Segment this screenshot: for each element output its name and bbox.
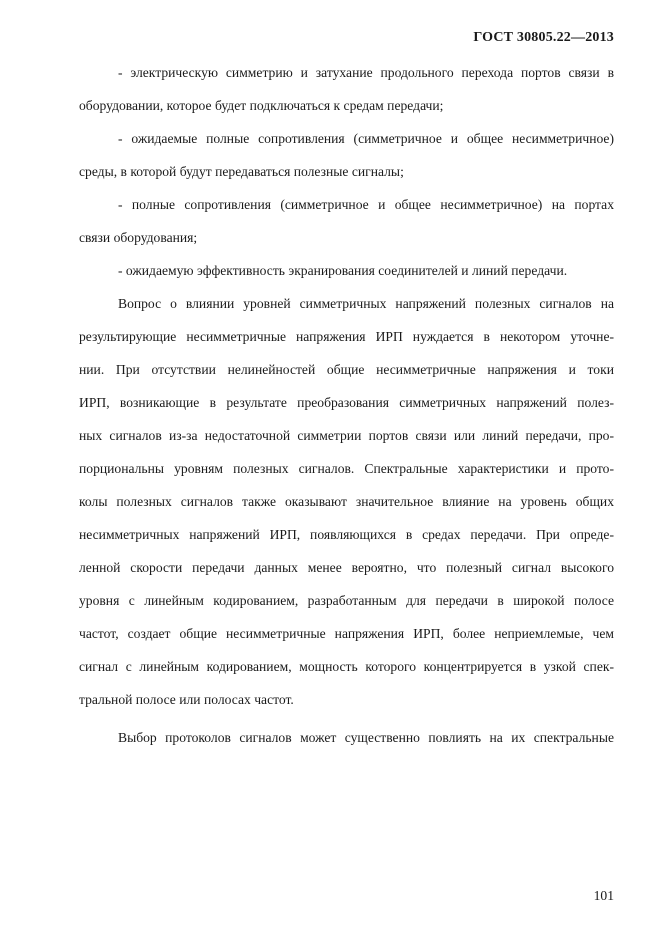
text-line: ных сигналов из-за недостаточной симметрии портов связи или линий передачи, про- bbox=[79, 428, 614, 443]
text-line: несимметричных напряжений ИРП, появляющихся в средах передачи. При опреде- bbox=[79, 527, 614, 542]
text-line: результирующие несимметричные напряжения ИРП нуждается в некотором уточне- bbox=[79, 329, 614, 344]
text-line: связи оборудования; bbox=[79, 230, 198, 245]
document-code-header: ГОСТ 30805.22—2013 bbox=[473, 30, 614, 45]
text-line: колы полезных сигналов также оказывают значительное влияние на уровень общих bbox=[79, 494, 614, 509]
text-line: ИРП, возникающие в результате преобразования симметричных напряжений полез- bbox=[79, 395, 614, 410]
text-line: - ожидаемые полные сопротивления (симметричное и общее несимметричное) bbox=[118, 131, 614, 146]
text-line: - ожидаемую эффективность экранирования соединителей и линий передачи. bbox=[118, 263, 568, 278]
text-line: порциональны уровням полезных сигналов. Спектральные характеристики и прото- bbox=[79, 461, 614, 476]
text-line: частот, создает общие несимметричные напряжения ИРП, более неприемлемые, чем bbox=[79, 626, 614, 641]
text-line: тральной полосе или полосах частот. bbox=[79, 692, 294, 707]
text-line: уровня с линейным кодированием, разработанным для передачи в широкой полосе bbox=[79, 593, 614, 608]
text-line: сигнал с линейным кодированием, мощность которого концентрируется в узкой спек- bbox=[79, 659, 614, 674]
text-line: оборудовании, которое будет подключаться к средам передачи; bbox=[79, 98, 444, 113]
text-line: нии. При отсутствии нелинейностей общие несимметричные напряжения и токи bbox=[79, 362, 614, 377]
text-line: Вопрос о влиянии уровней симметричных напряжений полезных сигналов на bbox=[118, 296, 614, 311]
page-number: 101 bbox=[593, 888, 614, 903]
text-line: среды, в которой будут передаваться полезные сигналы; bbox=[79, 164, 404, 179]
text-line: - полные сопротивления (симметричное и общее несимметричное) на портах bbox=[118, 197, 614, 212]
text-line: ленной скорости передачи данных менее вероятно, что полезный сигнал высокого bbox=[79, 560, 614, 575]
text-line: Выбор протоколов сигналов может существенно повлиять на их спектральные bbox=[118, 730, 614, 745]
text-line: - электрическую симметрию и затухание продольного перехода портов связи в bbox=[118, 65, 614, 80]
